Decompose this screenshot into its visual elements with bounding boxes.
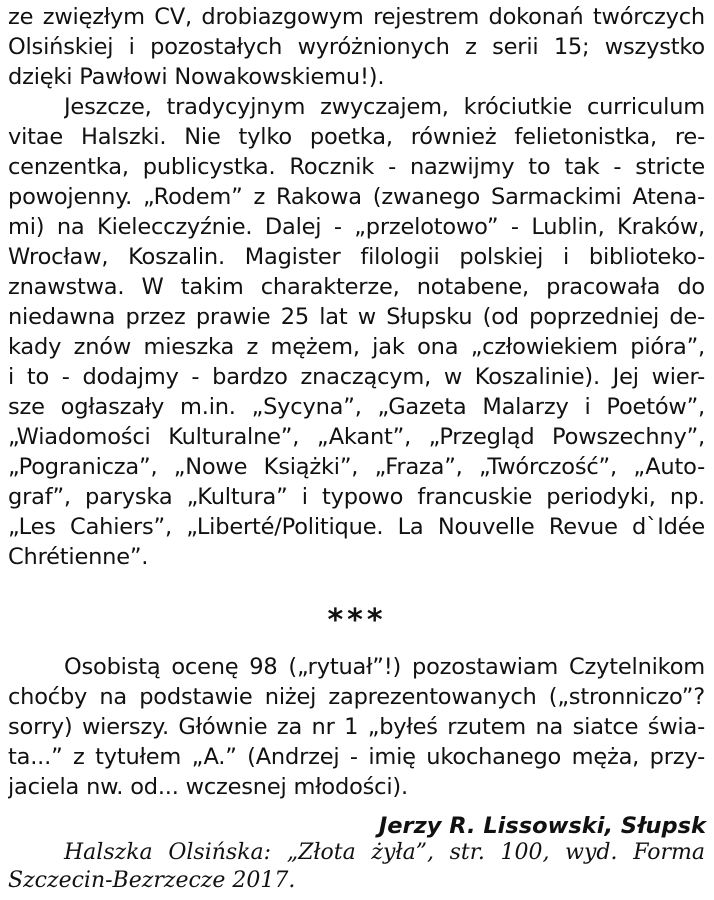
text-line: znawstwa. W takim charakterze, notabene, pracowała do — [8, 274, 705, 300]
text-line: „Wiadomości Kulturalne”, „Akant”, „Przegląd Powszechny”, — [8, 424, 705, 450]
text-line: choćby na podstawie niżej zaprezentowanych („stronniczo”? — [8, 684, 705, 710]
text-line: cenzentka, publicystka. Rocznik - nazwijmy to tak - stricte — [8, 154, 705, 180]
text-line: graf”, paryska „Kultura” i typowo francuskie periodyki, np. — [8, 484, 705, 510]
text-line: sze ogłaszały m.in. „Sycyna”, „Gazeta Malarzy i Poetów”, — [8, 394, 705, 420]
text-line: Osobistą ocenę 98 („rytuał”!) pozostawiam Czytelnikom — [64, 654, 705, 680]
text-line: „Les Cahiers”, „Liberté/Politique. La Nouvelle Revue d`Idée — [8, 514, 705, 540]
text-line: Olsińskiej i pozostałych wyróżnionych z serii 15; wszystko — [8, 34, 705, 60]
text-line: sorry) wierszy. Głównie za nr 1 „byłeś rzutem na siatce świa- — [8, 714, 705, 740]
author-signature: Jerzy R. Lissowski, Słupsk — [378, 813, 706, 839]
text-line: powojenny. „Rodem” z Rakowa (zwanego Sarmackimi Atena- — [8, 184, 705, 210]
text-line: jaciela nw. od... wczesnej młodości). — [8, 774, 408, 800]
text-line: ta...” z tytułem „A.” (Andrzej - imię ukochanego męża, przy- — [8, 744, 705, 770]
text-line: Jeszcze, tradycyjnym zwyczajem, króciutkie curriculum — [64, 94, 705, 120]
text-line: Chrétienne”. — [8, 544, 149, 570]
section-separator: *** — [327, 603, 387, 638]
text-line: i to - dodajmy - bardzo znaczącym, w Koszalinie). Jej wier- — [8, 364, 705, 390]
text-line: ze zwięzłym CV, drobiazgowym rejestrem dokonań twórczych — [8, 4, 705, 30]
source-citation-line: Halszka Olsińska: „Złota żyła”, str. 100, wyd. Forma — [64, 840, 705, 865]
text-line: vitae Halszki. Nie tylko poetka, również felietonistka, re- — [8, 124, 705, 150]
source-citation-line: Szczecin-Bezrzecze 2017. — [8, 868, 296, 893]
text-line: „Pogranicza”, „Nowe Książki”, „Fraza”, „Twórczość”, „Auto- — [8, 454, 705, 480]
text-line: Wrocław, Koszalin. Magister filologii polskiej i biblioteko- — [8, 244, 705, 270]
text-line: dzięki Pawłowi Nowakowskiemu!). — [8, 64, 385, 90]
text-line: kady znów mieszka z mężem, jak ona „człowiekiem pióra”, — [8, 334, 705, 360]
text-line: mi) na Kielecczyźnie. Dalej - „przelotowo” - Lublin, Kraków, — [8, 214, 705, 240]
text-line: niedawna przez prawie 25 lat w Słupsku (od poprzedniej de- — [8, 304, 705, 330]
